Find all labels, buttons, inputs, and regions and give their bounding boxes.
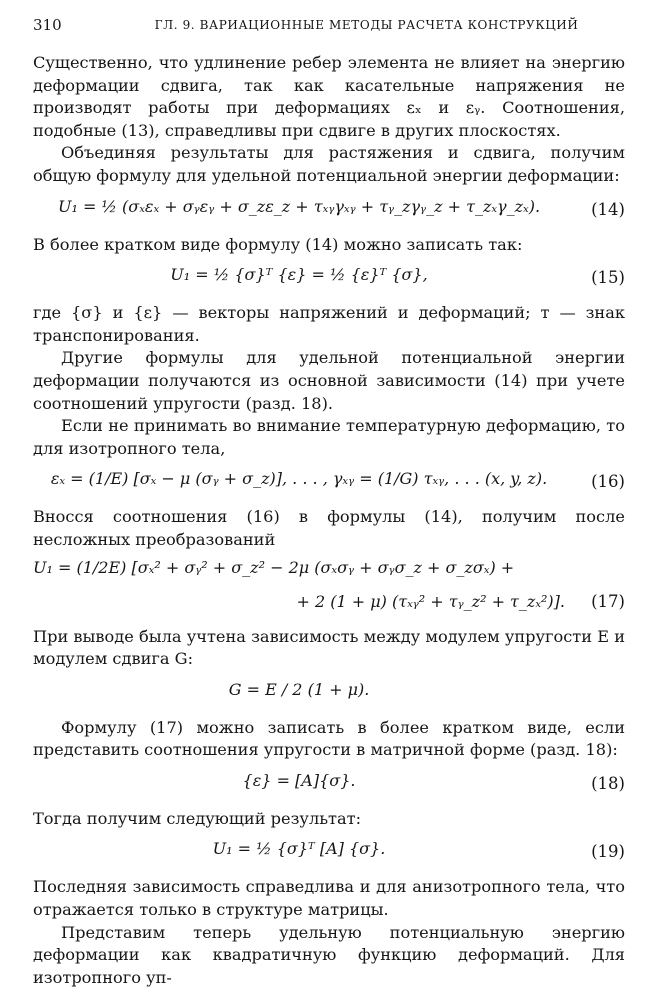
page-header [33, 12, 628, 38]
equation-line-1: U₁ = (1/2E) [σₓ² + σᵧ² + σ_z² − 2μ (σₓσᵧ + σᵧσ_z + σ_zσₓ) + [33, 557, 515, 577]
paragraph: Другие формулы для удельной потенциальной энергии деформации получаются из основной зависимости (14) при учете соотношений упругости (разд. 18). [33, 348, 625, 413]
running-head: ГЛ. 9. ВАРИАЦИОННЫЕ МЕТОДЫ РАСЧЕТА КОНСТРУКЦИЙ [154, 18, 579, 32]
equation-content: U₁ = ½ (σₓεₓ + σᵧεᵧ + σ_zε_z + τₓᵧγₓᵧ + τᵧ_zγᵧ_z + τ_zₓγ_zₓ). [57, 196, 541, 216]
paragraph: В более кратком виде формулу (14) можно записать так: [33, 234, 523, 254]
equation-19 [33, 830, 625, 876]
equation-14 [33, 188, 625, 234]
paragraph: Последняя зависимость справедлива и для анизотропного тела, что отражается только в структуре матрицы. [33, 877, 625, 920]
paragraph: Если не принимать во внимание температурную деформацию, то для изотропного тела, [33, 416, 625, 458]
paragraph: Вносся соотношения (16) в формулы (14), получим после несложных преобразований [33, 507, 625, 549]
equation-number: (19) [591, 842, 625, 862]
paragraph: При выводе была учтена зависимость между модулем упругости E и модулем сдвига G: [33, 626, 625, 669]
paragraph: Тогда получим следующий результат: [33, 808, 362, 828]
equation-17 [33, 552, 625, 626]
equation-content: U₁ = ½ {σ}ᵀ {ε} = ½ {ε}ᵀ {σ}, [170, 265, 428, 285]
paragraph: Существенно, что удлинение ребер элемента не влияет на энергию деформации сдвига, так как касательные напряжения не производят работы при деформациях εₓ и εᵧ. Соотношения, подобные (13), справедливы при сдвиге в других плоскостях. [33, 53, 625, 140]
equation-number: (15) [591, 268, 625, 288]
equation-content: {ε} = [A]{σ}. [242, 770, 356, 790]
equation-content: U₁ = ½ {σ}ᵀ [A] {σ}. [212, 839, 386, 859]
paragraph: Формулу (17) можно записать в более кратком виде, если представить соотношения упругости в матричной форме (разд. 18): [33, 717, 625, 760]
equation-15 [33, 256, 625, 302]
equation-content: G = E / 2 (1 + μ). [228, 679, 370, 699]
equation-shear-modulus [33, 671, 625, 717]
equation-number: (17) [591, 591, 625, 611]
equation-number: (16) [591, 472, 625, 492]
equation-16 [33, 460, 625, 506]
paragraph: где {σ} и {ε} — векторы напряжений и деформаций; т — знак транспонирования. [33, 303, 625, 345]
equation-number: (14) [591, 199, 625, 219]
equation-line-2: + 2 (1 + μ) (τₓᵧ² + τᵧ_z² + τ_zₓ²)]. [296, 591, 565, 611]
equation-18 [33, 762, 625, 808]
body-text [33, 52, 625, 989]
paragraph: Представим теперь удельную потенциальную энергию деформации как квадратичную функцию деформаций. Для изотропного уп- [33, 922, 625, 987]
equation-content: εₓ = (1/E) [σₓ − μ (σᵧ + σ_z)], . . . , γₓᵧ = (1/G) τₓᵧ, . . . (x, y, z). [50, 469, 548, 489]
page-number: 310 [33, 16, 62, 34]
equation-number: (18) [591, 773, 625, 793]
paragraph: Объединяя результаты для растяжения и сдвига, получим общую формулу для удельной потенциальной энергии деформации: [33, 143, 625, 185]
